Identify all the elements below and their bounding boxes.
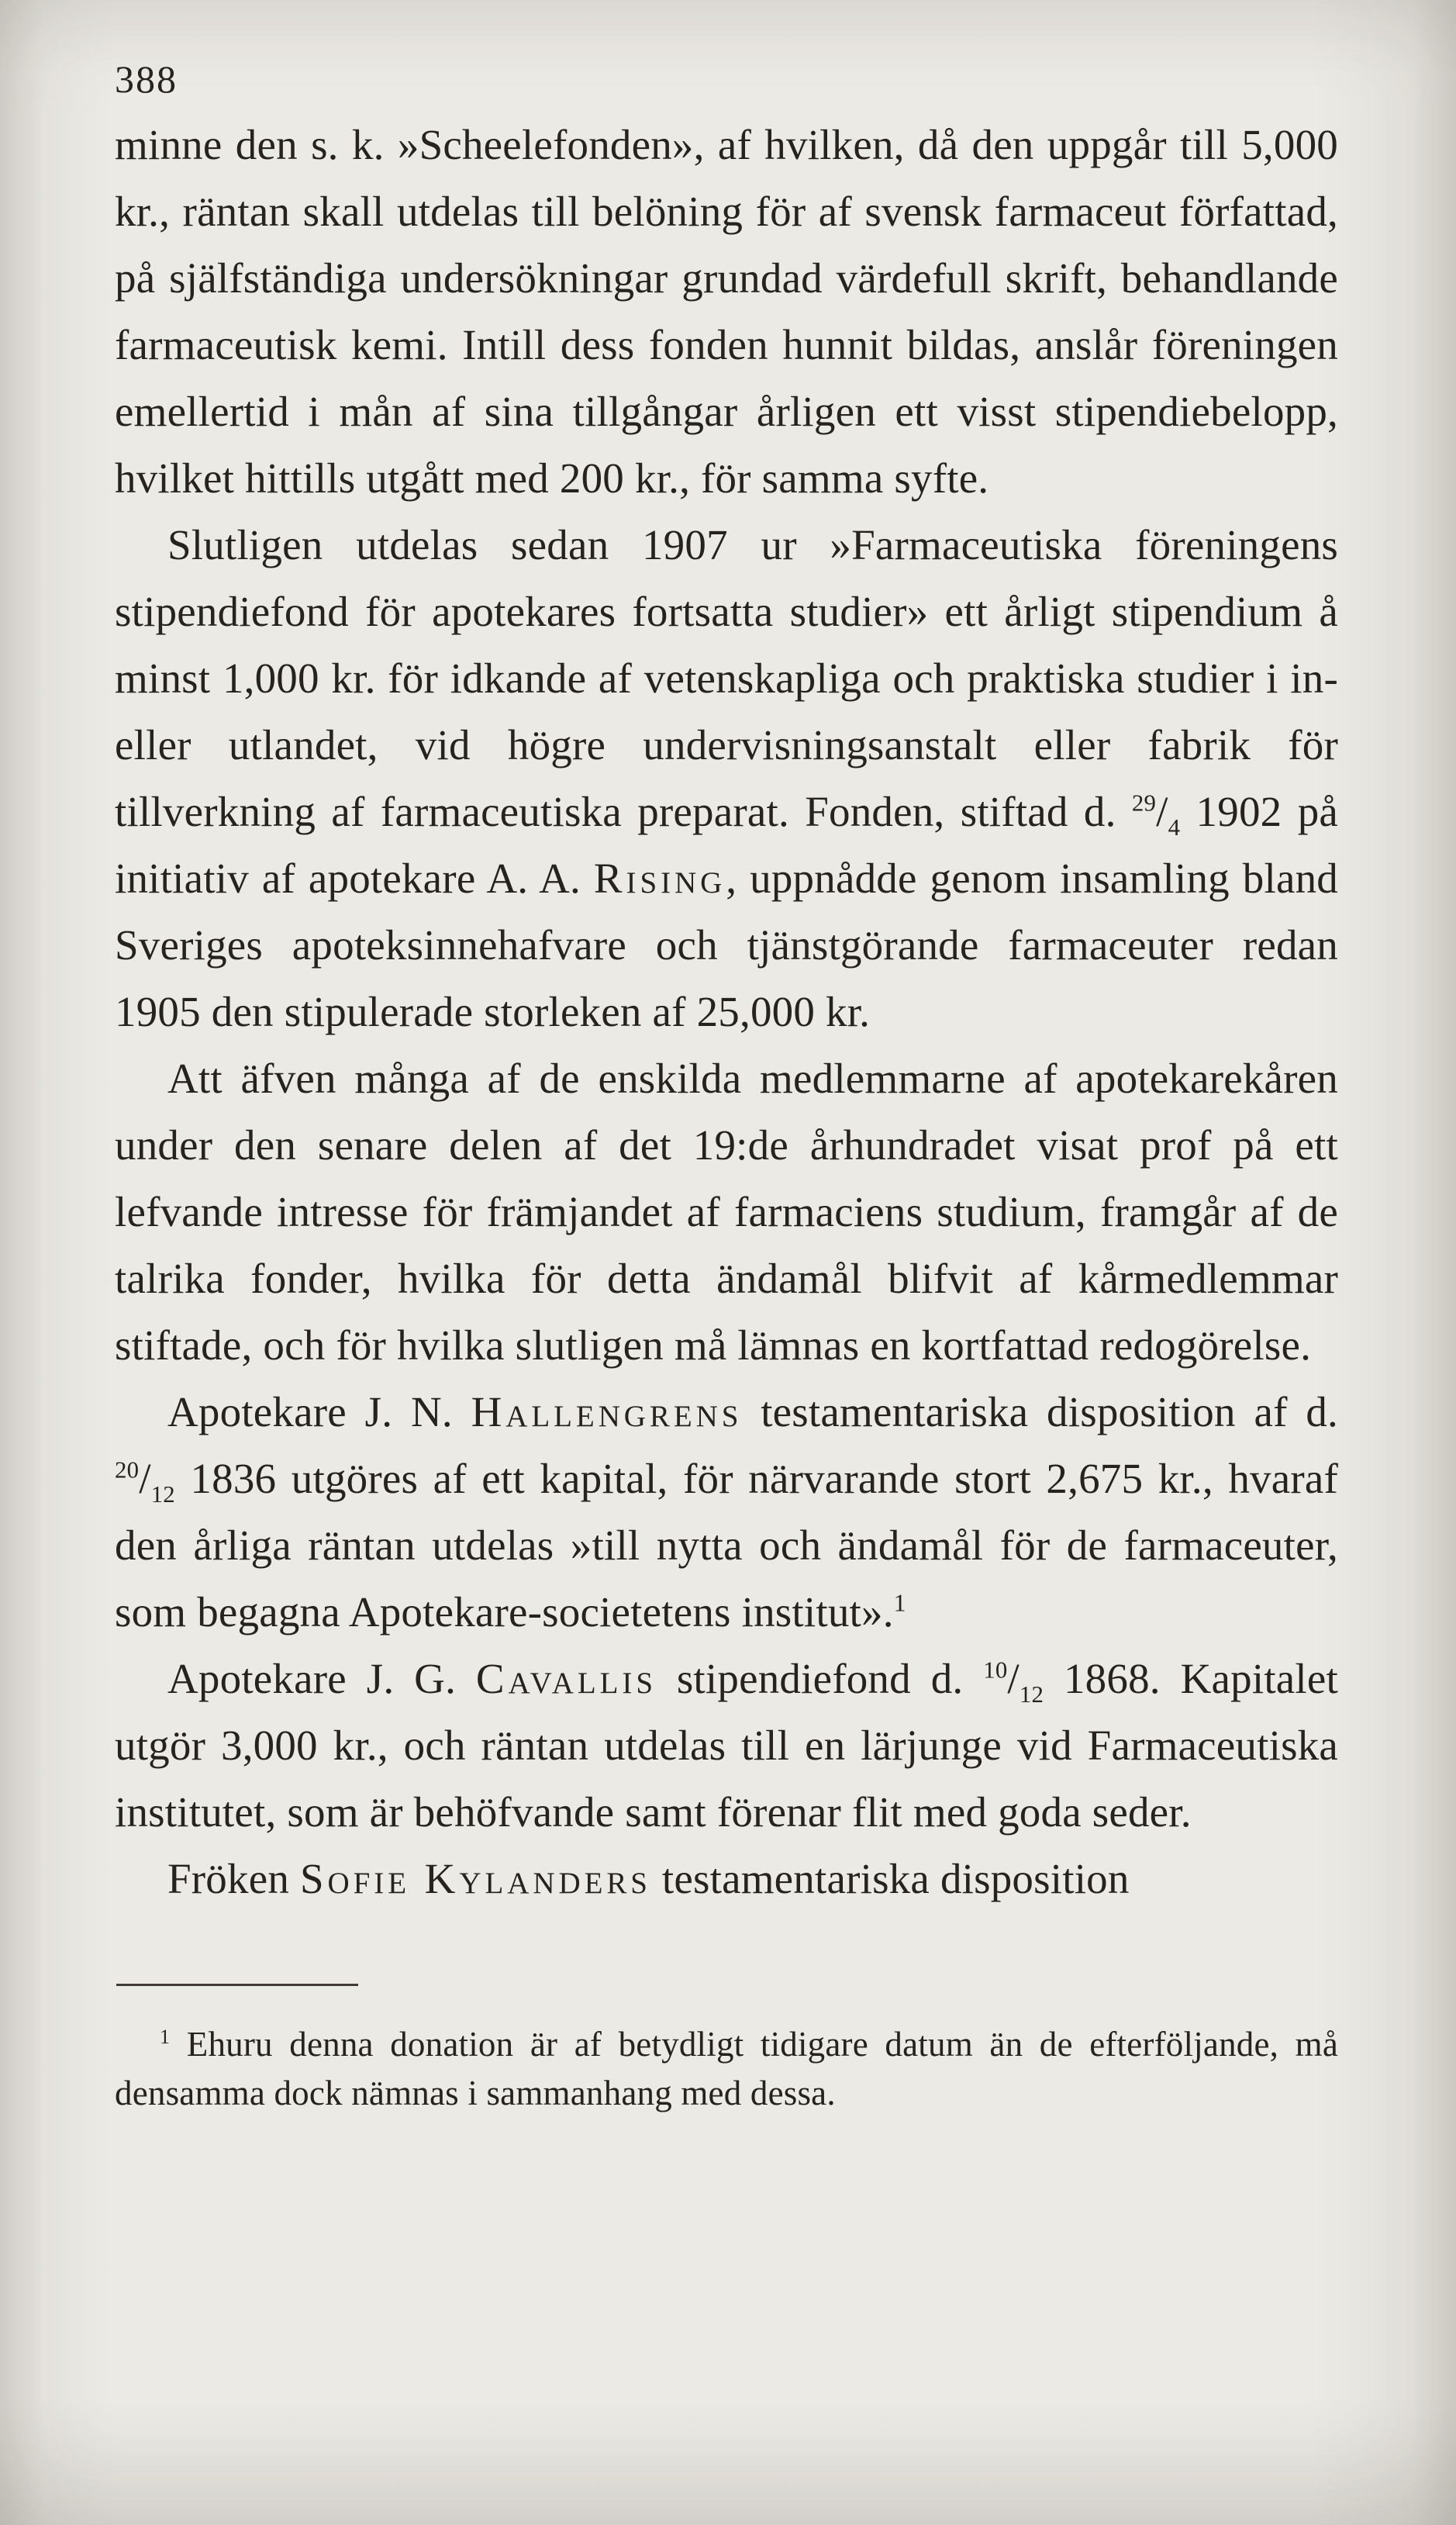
paragraph: Apotekare J. N. Hallengrens testamentariska disposition af d. $^{20}/_{12}$ 1836 utgöres af ett kapital, för närvarande stort 2,675 kr., hvaraf den årliga räntan utdelas »till nytta och ändamål för de farmaceuter, som begagna Apotekare-societetens institut».$^1$	[115, 1388, 1339, 1636]
body-text	[115, 112, 1338, 1912]
paragraph: minne den s. k. »Scheelefonden», af hvilken, då den uppgår till 5,000 kr., räntan skall utdelas till belöning för af svensk farmaceut författad, på själfständiga undersökningar grundad värdefull skrift, behandlande farmaceutisk kemi. Intill dess fonden hunnit bildas, anslår föreningen emellertid i mån af sina tillgångar årligen ett visst stipendiebelopp, hvilket hittills utgått med 200 kr., för samma syfte.	[115, 121, 1338, 502]
paragraph: Slutligen utdelas sedan 1907 ur »Farmaceutiska föreningens stipendiefond för apotekares fortsatta studier» ett årligt stipendium å minst 1,000 kr. för idkande af vetenskapliga och praktiska studier i in- eller utlandet, vid högre undervisningsanstalt eller fabrik för tillverkning af farmaceutiska preparat. Fonden, stiftad d. $^{29}/_4$ 1902 på initiativ af apotekare A. A. Rising, uppnådde genom insamling bland Sveriges apoteksinnehafvare och tjänstgörande farmaceuter redan 1905 den stipulerade storleken af 25,000 kr.	[115, 521, 1339, 1035]
paragraph: Att äfven många af de enskilda medlemmarne af apotekarekåren under den senare delen af det 19:de århundradet visat prof på ett lefvande intresse för främjandet af farmaciens studium, framgår af de talrika fonder, hvilka för detta ändamål blifvit af kårmedlemmar stiftade, och för hvilka slutligen må lämnas en kortfattad redogörelse.	[115, 1055, 1338, 1369]
date-fraction: $^{20}/_{12}$	[115, 1455, 175, 1508]
date-fraction: $^{29}/_4$	[1131, 788, 1181, 841]
smallcaps-name: Rising	[593, 855, 726, 902]
paragraph: Apotekare J. G. Cavallis stipendiefond d. $^{10}/_{12}$ 1868. Kapitalet utgör 3,000 kr., och räntan utdelas till en lärjunge vid Farmaceutiska institutet, som är behöfvande samt förenar flit med goda seder.	[115, 1655, 1338, 1836]
date-fraction: $^{10}/_{12}$	[983, 1655, 1044, 1708]
page-number: 388	[115, 57, 178, 101]
footnote-text: $^1$ Ehuru denna donation är af betydligt tidigare datum än de efterföljande, må densamma dock nämnas i sammanhang med dessa.	[115, 2025, 1338, 2112]
footnote-marker: 1	[160, 2026, 171, 2048]
paragraph: Fröken Sofie Kylanders testamentariska disposition	[167, 1855, 1130, 1902]
footnote-marker: 1	[893, 1589, 906, 1617]
smallcaps-name: Cavallis	[475, 1655, 657, 1702]
smallcaps-name: Sofie Kylanders	[299, 1855, 651, 1902]
footnote-divider	[116, 1984, 358, 1986]
smallcaps-name: Hallengrens	[471, 1388, 743, 1435]
